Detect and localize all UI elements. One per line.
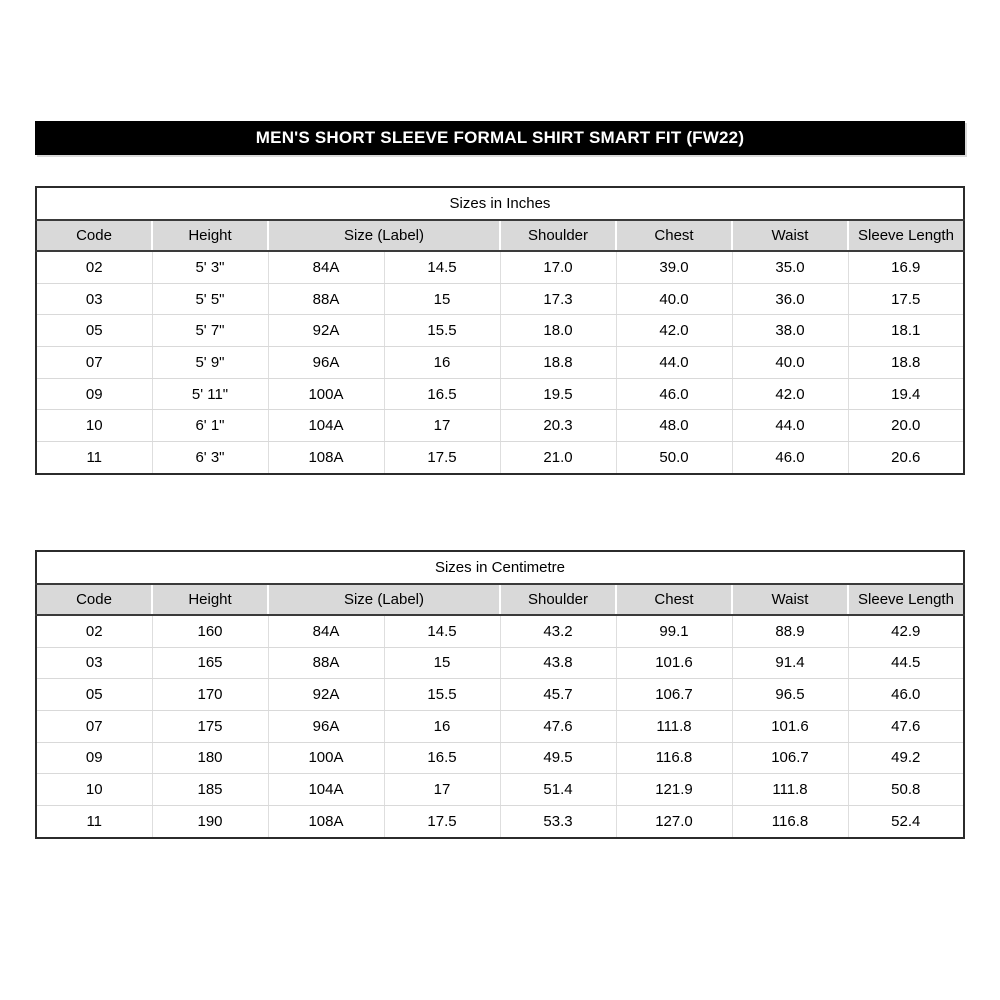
table-row bbox=[36, 442, 964, 474]
table-cell: 16 bbox=[384, 710, 500, 742]
table-cell: 03 bbox=[36, 283, 152, 315]
table-cell: 15 bbox=[384, 283, 500, 315]
table-cell: 50.8 bbox=[848, 774, 964, 806]
table-cell: 92A bbox=[268, 315, 384, 347]
column-header: Code bbox=[36, 584, 152, 615]
table-cell: 07 bbox=[36, 710, 152, 742]
table-cell: 160 bbox=[152, 615, 268, 647]
table-cell: 100A bbox=[268, 742, 384, 774]
column-header: Shoulder bbox=[500, 584, 616, 615]
table-cell: 45.7 bbox=[500, 679, 616, 711]
table-cell: 44.5 bbox=[848, 647, 964, 679]
table-cell: 17.5 bbox=[384, 805, 500, 837]
table-cell: 16 bbox=[384, 347, 500, 379]
column-header: Chest bbox=[616, 584, 732, 615]
table-cell: 92A bbox=[268, 679, 384, 711]
table-caption: Sizes in Inches bbox=[36, 187, 964, 220]
table-cell: 111.8 bbox=[732, 774, 848, 806]
table-cell: 47.6 bbox=[848, 710, 964, 742]
table-cell: 07 bbox=[36, 347, 152, 379]
table-cell: 17.0 bbox=[500, 251, 616, 283]
table-cell: 96A bbox=[268, 710, 384, 742]
table-row bbox=[36, 647, 964, 679]
table-cell: 14.5 bbox=[384, 251, 500, 283]
column-header: Chest bbox=[616, 220, 732, 251]
table-cell: 43.2 bbox=[500, 615, 616, 647]
table-row bbox=[36, 679, 964, 711]
table-cell: 106.7 bbox=[732, 742, 848, 774]
table-row bbox=[36, 315, 964, 347]
column-header: Waist bbox=[732, 584, 848, 615]
table-cell: 19.5 bbox=[500, 378, 616, 410]
table-cell: 51.4 bbox=[500, 774, 616, 806]
table-cell: 170 bbox=[152, 679, 268, 711]
table-cell: 44.0 bbox=[616, 347, 732, 379]
table-cell: 190 bbox=[152, 805, 268, 837]
table-cell: 39.0 bbox=[616, 251, 732, 283]
table-cell: 21.0 bbox=[500, 442, 616, 474]
table-cell: 104A bbox=[268, 410, 384, 442]
table-cell: 101.6 bbox=[616, 647, 732, 679]
table-cell: 5' 11" bbox=[152, 378, 268, 410]
table-cell: 02 bbox=[36, 251, 152, 283]
column-header: Code bbox=[36, 220, 152, 251]
table-cell: 10 bbox=[36, 410, 152, 442]
table-cell: 99.1 bbox=[616, 615, 732, 647]
table-cell: 16.5 bbox=[384, 378, 500, 410]
table-cell: 18.8 bbox=[848, 347, 964, 379]
table-cell: 46.0 bbox=[848, 679, 964, 711]
table-cell: 15 bbox=[384, 647, 500, 679]
table-cell: 36.0 bbox=[732, 283, 848, 315]
table-cell: 40.0 bbox=[732, 347, 848, 379]
size-table-inches bbox=[35, 186, 965, 475]
column-header: Sleeve Length bbox=[848, 220, 964, 251]
table-cell: 46.0 bbox=[732, 442, 848, 474]
table-cell: 111.8 bbox=[616, 710, 732, 742]
table-cell: 16.9 bbox=[848, 251, 964, 283]
table-row bbox=[36, 410, 964, 442]
table-cell: 17 bbox=[384, 410, 500, 442]
table-cell: 5' 7" bbox=[152, 315, 268, 347]
table-cell: 50.0 bbox=[616, 442, 732, 474]
table-cell: 15.5 bbox=[384, 315, 500, 347]
table-cell: 5' 5" bbox=[152, 283, 268, 315]
table-cell: 6' 3" bbox=[152, 442, 268, 474]
table-cell: 11 bbox=[36, 442, 152, 474]
table-cell: 104A bbox=[268, 774, 384, 806]
table-cell: 48.0 bbox=[616, 410, 732, 442]
table-cell: 121.9 bbox=[616, 774, 732, 806]
table-cell: 88.9 bbox=[732, 615, 848, 647]
tables-wrap bbox=[35, 186, 965, 839]
table-caption: Sizes in Centimetre bbox=[36, 551, 964, 584]
table-cell: 09 bbox=[36, 378, 152, 410]
table-row bbox=[36, 378, 964, 410]
table-cell: 20.3 bbox=[500, 410, 616, 442]
page-title: MEN'S SHORT SLEEVE FORMAL SHIRT SMART FIT (FW22) bbox=[255, 128, 745, 147]
column-header: Height bbox=[152, 584, 268, 615]
table-cell: 15.5 bbox=[384, 679, 500, 711]
table-cell: 11 bbox=[36, 805, 152, 837]
column-header: Shoulder bbox=[500, 220, 616, 251]
table-cell: 180 bbox=[152, 742, 268, 774]
column-header: Waist bbox=[732, 220, 848, 251]
table-cell: 17.5 bbox=[848, 283, 964, 315]
table-cell: 116.8 bbox=[616, 742, 732, 774]
table-cell: 49.5 bbox=[500, 742, 616, 774]
table-cell: 165 bbox=[152, 647, 268, 679]
table-cell: 17.5 bbox=[384, 442, 500, 474]
table-cell: 91.4 bbox=[732, 647, 848, 679]
table-cell: 49.2 bbox=[848, 742, 964, 774]
table-cell: 108A bbox=[268, 442, 384, 474]
table-cell: 116.8 bbox=[732, 805, 848, 837]
table-cell: 43.8 bbox=[500, 647, 616, 679]
table-row bbox=[36, 347, 964, 379]
table-cell: 96A bbox=[268, 347, 384, 379]
table-cell: 44.0 bbox=[732, 410, 848, 442]
table-cell: 18.1 bbox=[848, 315, 964, 347]
table-row bbox=[36, 283, 964, 315]
table-cell: 101.6 bbox=[732, 710, 848, 742]
table-row bbox=[36, 615, 964, 647]
table-cell: 42.9 bbox=[848, 615, 964, 647]
table-cell: 5' 3" bbox=[152, 251, 268, 283]
table-cell: 5' 9" bbox=[152, 347, 268, 379]
table-cell: 16.5 bbox=[384, 742, 500, 774]
table-cell: 18.0 bbox=[500, 315, 616, 347]
table-cell: 35.0 bbox=[732, 251, 848, 283]
table-cell: 09 bbox=[36, 742, 152, 774]
table-cell: 42.0 bbox=[616, 315, 732, 347]
table-cell: 53.3 bbox=[500, 805, 616, 837]
table-cell: 03 bbox=[36, 647, 152, 679]
table-cell: 185 bbox=[152, 774, 268, 806]
table-cell: 40.0 bbox=[616, 283, 732, 315]
table-cell: 05 bbox=[36, 679, 152, 711]
column-header: Size (Label) bbox=[268, 220, 500, 251]
table-cell: 05 bbox=[36, 315, 152, 347]
table-cell: 100A bbox=[268, 378, 384, 410]
table-cell: 17.3 bbox=[500, 283, 616, 315]
table-row bbox=[36, 805, 964, 837]
table-cell: 106.7 bbox=[616, 679, 732, 711]
table-row bbox=[36, 774, 964, 806]
table-cell: 19.4 bbox=[848, 378, 964, 410]
table-cell: 38.0 bbox=[732, 315, 848, 347]
table-row bbox=[36, 742, 964, 774]
table-cell: 96.5 bbox=[732, 679, 848, 711]
table-cell: 127.0 bbox=[616, 805, 732, 837]
size-table-centimetre bbox=[35, 550, 965, 839]
table-cell: 88A bbox=[268, 283, 384, 315]
table-cell: 52.4 bbox=[891, 812, 921, 830]
page-title-banner bbox=[35, 121, 965, 155]
table-cell: 10 bbox=[36, 774, 152, 806]
table-cell: 02 bbox=[36, 615, 152, 647]
table-cell: 20.0 bbox=[848, 410, 964, 442]
column-header: Size (Label) bbox=[268, 584, 500, 615]
table-cell: 42.0 bbox=[732, 378, 848, 410]
table-cell: 14.5 bbox=[384, 615, 500, 647]
table-cell: 20.6 bbox=[891, 448, 921, 466]
table-cell: 175 bbox=[152, 710, 268, 742]
table-gap bbox=[35, 475, 965, 550]
table-cell: 88A bbox=[268, 647, 384, 679]
table-cell: 18.8 bbox=[500, 347, 616, 379]
column-header: Height bbox=[152, 220, 268, 251]
content-area bbox=[35, 121, 965, 839]
column-header: Sleeve Length bbox=[848, 584, 964, 615]
table-cell: 17 bbox=[384, 774, 500, 806]
table-cell: 6' 1" bbox=[152, 410, 268, 442]
table-row bbox=[36, 251, 964, 283]
table-row bbox=[36, 710, 964, 742]
table-cell: 84A bbox=[268, 615, 384, 647]
table-cell: 46.0 bbox=[616, 378, 732, 410]
table-cell: 47.6 bbox=[500, 710, 616, 742]
table-cell: 84A bbox=[268, 251, 384, 283]
table-cell: 108A bbox=[268, 805, 384, 837]
